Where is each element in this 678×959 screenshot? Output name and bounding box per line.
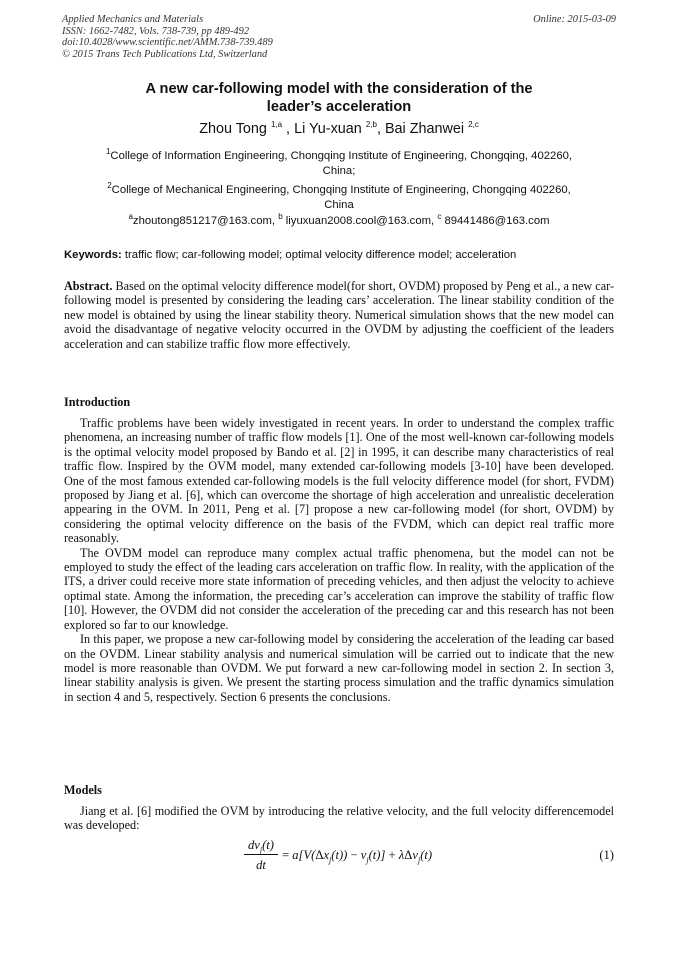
equation-1 — [240, 838, 620, 878]
keywords-text: traffic flow; car-following model; optimal velocity difference model; acceleration — [124, 249, 517, 261]
introduction-heading: Introduction — [64, 395, 131, 409]
email-list: $^a$zhoutong851217@163.com, $^b$ liyuxuan2008.cool@163.com, $^c$ 89441486@163.com — [128, 212, 550, 227]
affiliation-text: College of Information Engineering, Chongqing Institute of Engineering, Chongqing, 402260, — [110, 150, 573, 162]
journal-name: Applied Mechanics and Materials — [62, 14, 204, 25]
keywords — [64, 248, 614, 263]
author-list — [60, 120, 618, 138]
email-address[interactable]: zhoutong851217@163.com — [132, 215, 272, 227]
title-line-1: A new car-following model with the consideration of the — [145, 81, 533, 97]
email-mark: a — [128, 212, 133, 222]
derivative-fraction — [244, 838, 278, 873]
fraction-numerator: $dv_j(t)$ — [244, 838, 278, 855]
doi-line: doi:10.4028/www.scientific.net/AMM.738-739.489 — [62, 37, 273, 49]
issn-line: ISSN: 1662-7482, Vols. 738-739, pp 489-492 — [62, 25, 250, 37]
paragraph: Traffic problems have been widely investigated in recent years. In order to understand the complex traffic phenomena, an increasing number of traffic flow models [1]. One of the most well-known car-following models is the optimal velocity model proposed by Bando et al. [2] in 1995, it can describe many characteristics of real traffic flow. Inspired by the OVM model, many extended car-following models [3-10] have been developed. One of the most famous extended car-following models is the full velocity difference model (for short, FVDM) proposed by Jiang et al. [6], which can overcome the shortage of high acceleration and unrealistic deceleration appearing in the OVM. In 2011, Peng et al. [7] propose a new car-following model (for short, OVDM) by considering the optimal velocity difference on the basis of the FVDM, which can depict real traffic more reasonably. — [64, 416, 614, 546]
author-separator: , — [282, 121, 295, 137]
affiliation-1 — [66, 149, 612, 180]
author-name: Bai Zhanwei — [384, 121, 465, 137]
author-name: Zhou Tong — [199, 121, 267, 137]
email-address[interactable]: 89441486@163.com — [444, 215, 550, 227]
affiliation-text: China; — [322, 165, 356, 178]
abstract-text: Based on the optimal velocity difference model(for short, OVDM) proposed by Peng et al., a new car-following model is presented by considering the leading cars’ acceleration. The linear stability condition of the new model is obtained by using the linear stability theory. Numerical simulation shows that the new model can avoid the disadvantage of negative velocity occurred in the OVDM by adjusting the coefficient of the leaders acceleration and can stabilize traffic flow more effectively. — [64, 279, 614, 351]
paragraph: Jiang et al. [6] modified the OVM by introducing the relative velocity, and the full velocity differencemodel was developed: — [64, 804, 614, 833]
paragraph: In this paper, we propose a new car-following model by considering the acceleration of the leading car based on the OVDM. Linear stability analysis and numerical simulation will be carried out to indicate that the new model is more reasonable than OVDM. We put forward a new car-following model in section 2. In section 3, linear stability analysis is given. We present the starting process simulation and the traffic dynamics simulation in section 4 and 5, respectively. Section 6 presents the conclusions. — [64, 632, 614, 704]
affiliation-text: College of Mechanical Engineering, Chongqing Institute of Engineering, Chongqing 402260, — [111, 184, 571, 196]
author-name: Li Yu-xuan — [294, 121, 362, 137]
title-line-2: leader’s acceleration — [266, 99, 412, 115]
online-date: Online: 2015-03-09 — [533, 14, 616, 25]
affiliation-mark: 1 — [105, 147, 111, 157]
affiliation-mark: 2 — [107, 181, 112, 191]
affiliation-text: China — [324, 199, 354, 212]
copyright-line: © 2015 Trans Tech Publications Ltd, Switzerland — [62, 48, 268, 60]
email-mark: b — [278, 212, 283, 222]
author-affiliation-mark: 2,b — [365, 120, 377, 130]
author-affiliation-mark: 2,c — [468, 120, 479, 130]
equation-number: (1) — [599, 848, 614, 862]
email-mark: c — [437, 212, 442, 222]
email-address[interactable]: liyuxuan2008.cool@163.com — [285, 215, 432, 227]
author-affiliation-mark: 1,a — [270, 120, 283, 130]
author-separator: , — [376, 121, 385, 137]
models-heading: Models — [64, 783, 102, 797]
introduction-body — [64, 416, 614, 704]
equation-expression: = $a[V(\Delta x_j(t)) - v_j(t)] + \lambda\Delta v_j(t)$ — [282, 848, 433, 865]
journal-header — [62, 14, 273, 60]
abstract — [64, 279, 614, 351]
affiliation-2 — [66, 183, 612, 214]
keywords-label: Keywords: — [64, 249, 122, 261]
models-body — [64, 804, 614, 833]
paragraph: The OVDM model can reproduce many complex actual traffic phenomena, but the model can not be employed to study the effect of the leading cars acceleration on traffic flow. In reality, with the application of the ITS, a driver could receive more state information of preceding vehicles, and then adjust the velocity to achieve optimal state. Among the information, the preceding car’s acceleration can improve the stability of traffic flow [10]. However, the OVDM did not consider the acceleration of the preceding car and this research has not been explored so far to our knowledge. — [64, 545, 614, 632]
paper-title — [60, 80, 618, 116]
fraction-denominator: dt — [256, 858, 266, 872]
abstract-label: Abstract. — [64, 279, 113, 293]
